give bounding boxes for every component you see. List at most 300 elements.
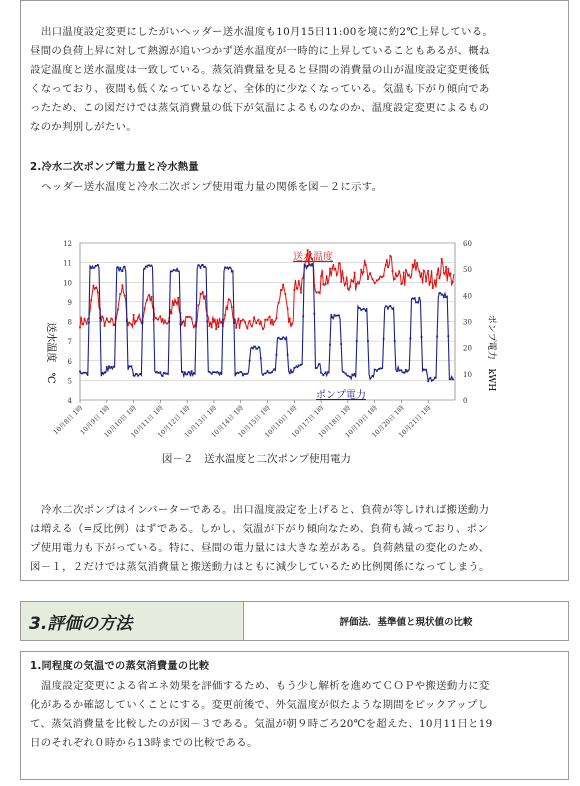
point-supply-temperature — [90, 299, 92, 301]
point-supply-temperature — [403, 272, 405, 274]
point-pump-power — [278, 337, 280, 339]
point-pump-power — [202, 264, 204, 266]
point-supply-temperature — [135, 320, 137, 322]
point-supply-temperature — [345, 283, 347, 285]
point-pump-power — [438, 292, 440, 294]
point-supply-temperature — [79, 326, 81, 328]
y-tick-left-label: 10 — [63, 279, 72, 288]
point-pump-power — [291, 371, 293, 373]
x-tick-label: 10月16日 1時 — [263, 403, 299, 440]
point-pump-power — [300, 364, 302, 366]
point-supply-temperature — [300, 292, 302, 294]
point-supply-temperature — [171, 312, 173, 314]
paragraph-3-line-1: 温度設定変更による省エネ効果を評価するため、もう少し解析を進めてＣＯＰや搬送動力に変 — [41, 680, 490, 692]
point-supply-temperature — [124, 295, 126, 297]
point-supply-temperature — [258, 319, 260, 321]
point-pump-power — [329, 344, 331, 346]
point-pump-power — [84, 372, 86, 374]
point-supply-temperature — [318, 291, 320, 293]
point-supply-temperature — [213, 321, 215, 323]
x-tick-label: 10月11日 1時 — [129, 403, 165, 440]
point-supply-temperature — [177, 297, 179, 299]
y-axis-right-label: ポンプ電力 kWH — [486, 314, 496, 392]
point-supply-temperature — [247, 327, 249, 329]
point-pump-power — [396, 370, 398, 372]
point-pump-power — [360, 309, 362, 311]
point-supply-temperature — [349, 286, 351, 288]
point-supply-temperature — [157, 319, 159, 321]
point-pump-power — [271, 371, 273, 373]
y-tick-right-label: 40 — [463, 292, 472, 301]
point-pump-power — [217, 372, 219, 374]
point-pump-power — [436, 336, 438, 338]
section-3-subtitle: 評価法．基準値と現状値の比較 — [339, 617, 473, 628]
point-supply-temperature — [387, 266, 389, 268]
paragraph-1-line-6: なのか判別しがたい。 — [30, 121, 137, 133]
point-supply-temperature — [414, 259, 416, 261]
point-pump-power — [197, 264, 199, 266]
point-supply-temperature — [430, 281, 432, 283]
point-supply-temperature — [255, 322, 257, 324]
point-supply-temperature — [146, 299, 148, 301]
point-supply-temperature — [418, 271, 420, 273]
y-tick-left-label: 5 — [67, 377, 72, 386]
point-supply-temperature — [445, 266, 447, 268]
point-pump-power — [334, 314, 336, 316]
figure-caption: 図－２ 送水温度と二次ポンプ使用電力 — [162, 453, 351, 465]
x-tick-label: 10月17日 1時 — [289, 403, 326, 440]
y-tick-left-label: 8 — [67, 318, 72, 327]
point-pump-power — [157, 372, 159, 374]
point-supply-temperature — [385, 264, 387, 266]
point-supply-temperature — [220, 322, 222, 324]
point-pump-power — [200, 267, 202, 269]
point-pump-power — [374, 369, 376, 371]
point-pump-power — [148, 264, 150, 266]
point-supply-temperature — [363, 271, 365, 273]
point-pump-power — [215, 372, 217, 374]
y-tick-right-label: 20 — [463, 344, 472, 353]
point-pump-power — [79, 371, 81, 373]
point-supply-temperature — [260, 321, 262, 323]
point-pump-power — [253, 346, 255, 348]
x-tick-label: 10月14日 1時 — [209, 403, 246, 440]
point-pump-power — [126, 320, 128, 322]
point-supply-temperature — [441, 258, 443, 260]
x-tick-label: 10月9日 1時 — [78, 403, 112, 437]
point-supply-temperature — [117, 309, 119, 311]
point-supply-temperature — [331, 268, 333, 270]
point-supply-temperature — [155, 317, 157, 319]
point-supply-temperature — [425, 281, 427, 283]
point-pump-power — [186, 373, 188, 375]
point-pump-power — [184, 372, 186, 374]
point-pump-power — [378, 368, 380, 370]
point-pump-power — [313, 313, 315, 315]
point-supply-temperature — [398, 270, 400, 272]
point-pump-power — [365, 310, 367, 312]
point-pump-power — [258, 346, 260, 348]
point-pump-power — [86, 372, 88, 374]
point-supply-temperature — [81, 323, 83, 325]
point-pump-power — [117, 266, 119, 268]
point-pump-power — [445, 296, 447, 298]
point-supply-temperature — [144, 308, 146, 310]
point-pump-power — [443, 296, 445, 298]
point-supply-temperature — [376, 279, 378, 281]
point-pump-power — [106, 366, 108, 368]
point-pump-power — [155, 372, 157, 374]
point-pump-power — [450, 378, 452, 380]
point-pump-power — [115, 317, 117, 319]
paragraph-1-line-2: 昼間の負荷上昇に対して熱源が追いつかず送水温度が一時的に上昇していることもあるが、概ね — [30, 45, 490, 57]
point-supply-temperature — [238, 318, 240, 320]
point-supply-temperature — [262, 328, 264, 330]
point-supply-temperature — [271, 319, 273, 321]
point-pump-power — [226, 267, 228, 269]
paragraph-3-line-2: 化があるか確認していくことにする。変更前後で、外気温度が似たような期間をピックアップし — [30, 699, 489, 711]
point-supply-temperature — [316, 292, 318, 294]
point-supply-temperature — [101, 316, 103, 318]
point-pump-power — [367, 340, 369, 342]
point-pump-power — [231, 271, 233, 273]
point-pump-power — [119, 267, 121, 269]
point-supply-temperature — [276, 317, 278, 319]
point-supply-temperature — [175, 301, 177, 303]
point-supply-temperature — [401, 283, 403, 285]
point-pump-power — [90, 267, 92, 269]
x-tick-label: 10月13日 1時 — [182, 403, 219, 440]
point-pump-power — [124, 266, 126, 268]
paragraph-1-line-1: 出口温度設定変更にしたがいヘッダー送水温度も10月15日11:00を境に約2℃上昇している。 — [41, 26, 494, 38]
point-pump-power — [385, 305, 387, 307]
point-supply-temperature — [108, 321, 110, 323]
point-supply-temperature — [122, 284, 124, 286]
point-supply-temperature — [215, 328, 217, 330]
point-pump-power — [311, 263, 313, 265]
point-supply-temperature — [365, 264, 367, 266]
y-tick-left-label: 11 — [63, 259, 72, 268]
point-pump-power — [287, 354, 289, 356]
y-tick-left-label: 9 — [67, 298, 72, 307]
point-supply-temperature — [86, 323, 88, 325]
point-supply-temperature — [148, 294, 150, 296]
point-pump-power — [267, 370, 269, 372]
point-supply-temperature — [159, 315, 161, 317]
point-supply-temperature — [354, 272, 356, 274]
point-supply-temperature — [209, 325, 211, 327]
paragraph-1-line-5: ったため、この図だけでは蒸気消費量の低下が気温によるものなのか、温度設定変更によるもの — [30, 102, 490, 114]
point-pump-power — [159, 371, 161, 373]
point-supply-temperature — [336, 274, 338, 276]
point-pump-power — [416, 301, 418, 303]
point-supply-temperature — [296, 287, 298, 289]
point-pump-power — [146, 266, 148, 268]
point-supply-temperature — [293, 289, 295, 291]
point-supply-temperature — [139, 318, 141, 320]
point-supply-temperature — [378, 278, 380, 280]
point-pump-power — [432, 379, 434, 381]
point-pump-power — [421, 336, 423, 338]
point-supply-temperature — [405, 269, 407, 271]
point-supply-temperature — [188, 316, 190, 318]
y-tick-right-label: 50 — [463, 266, 472, 275]
point-pump-power — [398, 370, 400, 372]
point-pump-power — [166, 373, 168, 375]
point-pump-power — [97, 264, 99, 266]
point-supply-temperature — [186, 316, 188, 318]
point-supply-temperature — [450, 272, 452, 274]
point-pump-power — [260, 358, 262, 360]
point-pump-power — [244, 373, 246, 375]
point-pump-power — [441, 294, 443, 296]
point-supply-temperature — [360, 269, 362, 271]
banner-title-cell — [21, 602, 244, 640]
point-pump-power — [342, 371, 344, 373]
point-pump-power — [322, 374, 324, 376]
point-supply-temperature — [97, 292, 99, 294]
point-pump-power — [284, 338, 286, 340]
point-supply-temperature — [235, 327, 237, 329]
point-supply-temperature — [383, 275, 385, 277]
point-supply-temperature — [278, 302, 280, 304]
section-heading-2: 2.冷水二次ポンプ電力量と冷水熱量 — [30, 162, 199, 173]
point-pump-power — [209, 371, 211, 373]
point-pump-power — [110, 366, 112, 368]
point-pump-power — [255, 348, 257, 350]
point-pump-power — [191, 370, 193, 372]
point-pump-power — [142, 322, 144, 324]
x-tick-label: 10月12日 1時 — [156, 403, 192, 440]
y-axis-left-label: 送水温度 ℃ — [45, 322, 56, 384]
y-tick-right-label: 10 — [463, 370, 472, 379]
point-supply-temperature — [434, 279, 436, 281]
point-pump-power — [340, 343, 342, 345]
point-pump-power — [204, 266, 206, 268]
section-3-banner — [20, 601, 569, 641]
point-supply-temperature — [307, 249, 309, 251]
point-supply-temperature — [104, 325, 106, 327]
point-pump-power — [394, 340, 396, 342]
point-pump-power — [249, 360, 251, 362]
point-supply-temperature — [264, 319, 266, 321]
point-pump-power — [168, 321, 170, 323]
point-supply-temperature — [229, 299, 231, 301]
point-pump-power — [434, 377, 436, 379]
point-pump-power — [92, 267, 94, 269]
point-supply-temperature — [327, 282, 329, 284]
point-supply-temperature — [409, 277, 411, 279]
point-pump-power — [276, 354, 278, 356]
point-supply-temperature — [166, 323, 168, 325]
point-pump-power — [423, 369, 425, 371]
point-supply-temperature — [137, 317, 139, 319]
point-pump-power — [325, 371, 327, 373]
point-supply-temperature — [389, 255, 391, 257]
point-pump-power — [264, 373, 266, 375]
point-pump-power — [164, 372, 166, 374]
point-supply-temperature — [374, 282, 376, 284]
point-pump-power — [133, 375, 135, 377]
point-supply-temperature — [396, 275, 398, 277]
point-pump-power — [372, 375, 374, 377]
point-supply-temperature — [251, 326, 253, 328]
point-supply-temperature — [298, 280, 300, 282]
point-pump-power — [327, 371, 329, 373]
point-pump-power — [369, 378, 371, 380]
point-pump-power — [293, 367, 295, 369]
point-supply-temperature — [369, 272, 371, 274]
point-pump-power — [380, 368, 382, 370]
point-pump-power — [305, 265, 307, 267]
point-pump-power — [412, 298, 414, 300]
point-supply-temperature — [92, 285, 94, 287]
point-supply-temperature — [432, 287, 434, 289]
point-pump-power — [242, 374, 244, 376]
point-pump-power — [363, 308, 365, 310]
point-pump-power — [387, 308, 389, 310]
point-supply-temperature — [164, 320, 166, 322]
point-pump-power — [81, 372, 83, 374]
point-pump-power — [240, 371, 242, 373]
x-tick-label: 10月8日 1時 — [51, 403, 85, 437]
point-pump-power — [401, 369, 403, 371]
point-supply-temperature — [217, 326, 219, 328]
point-pump-power — [171, 271, 173, 273]
point-supply-temperature — [351, 280, 353, 282]
point-supply-temperature — [284, 293, 286, 295]
point-pump-power — [88, 322, 90, 324]
point-supply-temperature — [427, 270, 429, 272]
point-supply-temperature — [253, 316, 255, 318]
point-pump-power — [224, 266, 226, 268]
point-supply-temperature — [197, 304, 199, 306]
y-tick-left-label: 6 — [67, 357, 72, 366]
point-pump-power — [247, 373, 249, 375]
point-pump-power — [405, 369, 407, 371]
point-pump-power — [233, 322, 235, 324]
point-supply-temperature — [211, 326, 213, 328]
point-pump-power — [298, 365, 300, 367]
point-supply-temperature — [130, 323, 132, 325]
point-pump-power — [356, 340, 358, 342]
point-pump-power — [162, 375, 164, 377]
point-supply-temperature — [84, 318, 86, 320]
point-pump-power — [351, 374, 353, 376]
point-supply-temperature — [119, 293, 121, 295]
point-pump-power — [389, 305, 391, 307]
point-pump-power — [338, 314, 340, 316]
banner-subtitle-cell — [244, 602, 568, 640]
y-tick-left-label: 7 — [67, 338, 72, 347]
point-pump-power — [175, 270, 177, 272]
point-supply-temperature — [184, 325, 186, 327]
point-pump-power — [95, 265, 97, 267]
point-supply-temperature — [443, 272, 445, 274]
y-tick-right-label: 0 — [463, 397, 468, 405]
point-pump-power — [188, 371, 190, 373]
point-pump-power — [414, 297, 416, 299]
point-supply-temperature — [133, 314, 135, 316]
point-pump-power — [318, 363, 320, 365]
point-supply-temperature — [329, 268, 331, 270]
y-tick-right-label: 30 — [463, 318, 472, 327]
point-pump-power — [307, 265, 309, 267]
point-supply-temperature — [452, 281, 454, 283]
point-pump-power — [180, 323, 182, 325]
point-pump-power — [144, 268, 146, 270]
point-supply-temperature — [106, 318, 108, 320]
point-pump-power — [122, 270, 124, 272]
point-pump-power — [193, 372, 195, 374]
point-supply-temperature — [204, 295, 206, 297]
point-pump-power — [213, 371, 215, 373]
point-pump-power — [409, 338, 411, 340]
point-supply-temperature — [113, 324, 115, 326]
point-supply-temperature — [242, 319, 244, 321]
point-supply-temperature — [226, 308, 228, 310]
point-supply-temperature — [334, 269, 336, 271]
point-supply-temperature — [342, 277, 344, 279]
point-pump-power — [376, 370, 378, 372]
point-supply-temperature — [407, 275, 409, 277]
point-supply-temperature — [289, 318, 291, 320]
point-supply-temperature — [202, 291, 204, 293]
point-pump-power — [269, 372, 271, 374]
point-supply-temperature — [287, 308, 289, 310]
y-tick-left-label: 4 — [67, 397, 72, 405]
point-supply-temperature — [436, 274, 438, 276]
point-pump-power — [137, 375, 139, 377]
point-supply-temperature — [356, 283, 358, 285]
point-pump-power — [235, 373, 237, 375]
point-supply-temperature — [95, 287, 97, 289]
point-supply-temperature — [423, 270, 425, 272]
point-supply-temperature — [347, 288, 349, 290]
point-supply-temperature — [416, 262, 418, 264]
point-pump-power — [108, 366, 110, 368]
point-pump-power — [309, 264, 311, 266]
point-pump-power — [302, 315, 304, 317]
point-pump-power — [177, 270, 179, 272]
point-supply-temperature — [269, 316, 271, 318]
point-pump-power — [153, 319, 155, 321]
point-pump-power — [135, 373, 137, 375]
point-pump-power — [128, 365, 130, 367]
point-supply-temperature — [282, 284, 284, 286]
point-pump-power — [222, 319, 224, 321]
paragraph-2-line-4: 図－１，２だけでは蒸気消費量と搬送動力はともに減少しているため比例関係になってしまう。 — [30, 561, 490, 573]
point-supply-temperature — [249, 320, 251, 322]
point-pump-power — [101, 372, 103, 374]
point-supply-temperature — [280, 289, 282, 291]
temperature-pump-chart — [30, 228, 550, 448]
x-tick-label: 10月21日 1時 — [397, 403, 433, 440]
point-supply-temperature — [231, 306, 233, 308]
point-supply-temperature — [128, 322, 130, 324]
point-pump-power — [251, 347, 253, 349]
paragraph-1-line-3: 設定温度と送水温度は一致している。蒸気消費量を見ると昼間の消費量の山が温度設定変更後低 — [30, 64, 490, 76]
point-pump-power — [113, 366, 115, 368]
point-supply-temperature — [412, 264, 414, 266]
x-tick-label: 10月10日 1時 — [102, 403, 138, 440]
y-tick-right-label: 60 — [463, 240, 472, 248]
point-pump-power — [349, 376, 351, 378]
point-supply-temperature — [322, 283, 324, 285]
point-pump-power — [347, 375, 349, 377]
point-supply-temperature — [421, 272, 423, 274]
point-supply-temperature — [244, 321, 246, 323]
